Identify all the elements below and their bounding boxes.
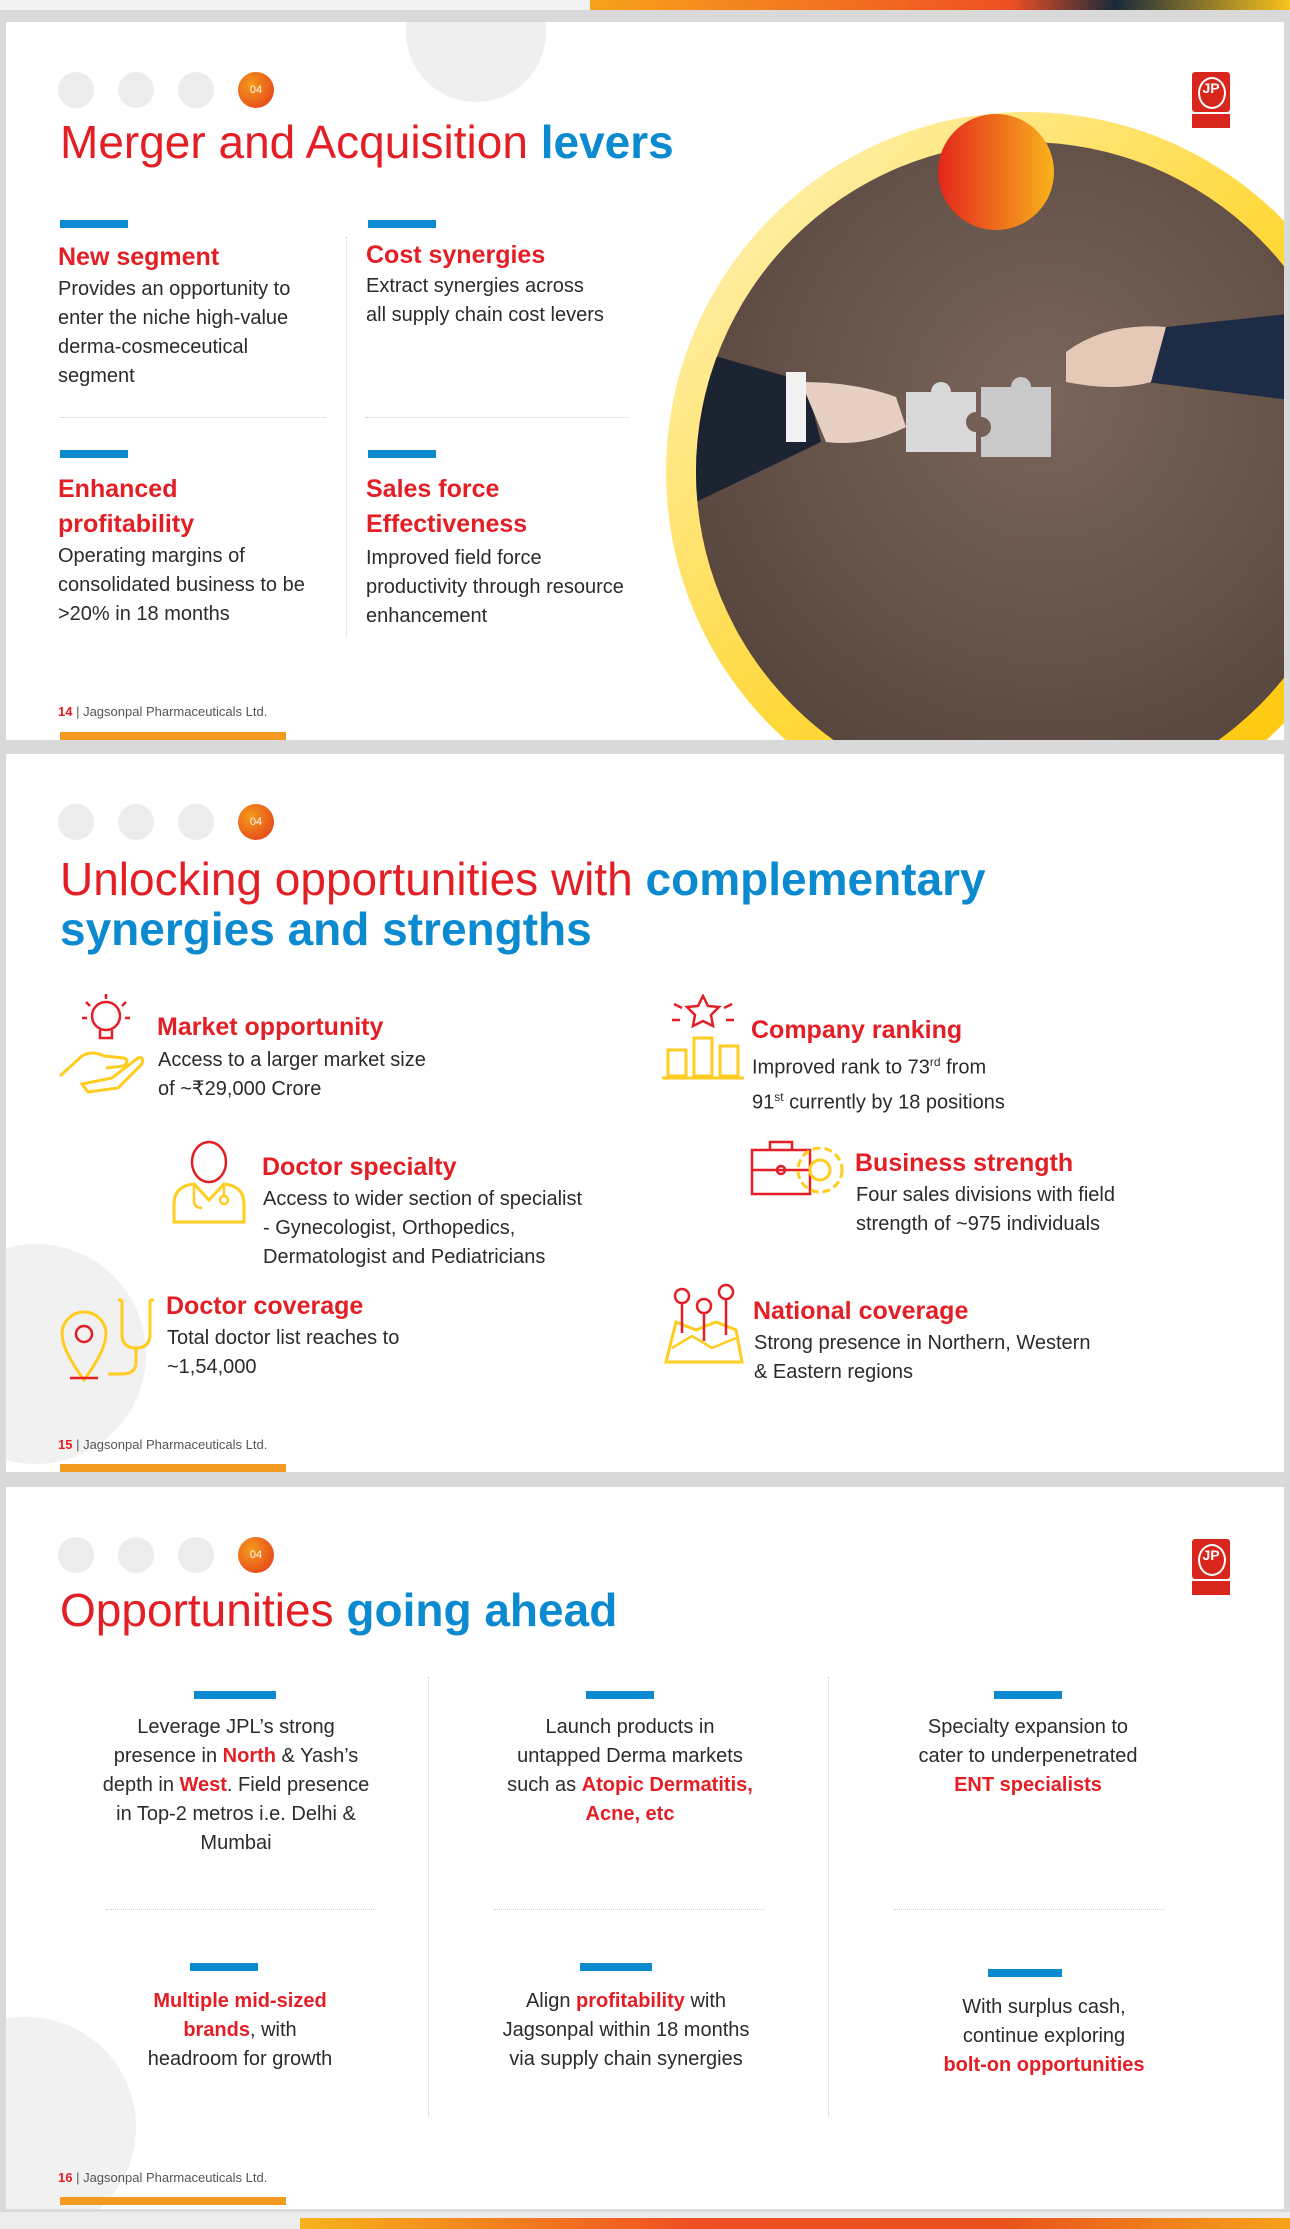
jagsonpal-logo: JP [1192, 1539, 1230, 1597]
briefcase-gear-icon [748, 1136, 852, 1210]
slide-footer: 14 | Jagsonpal Pharmaceuticals Ltd. [58, 704, 268, 719]
row-divider [894, 1909, 1164, 1910]
accent-bar [368, 220, 436, 228]
map-pins-icon [662, 1282, 746, 1366]
column-divider [428, 1677, 429, 2117]
item-title: Enhanced profitability [58, 475, 195, 538]
slide-title: Unlocking opportunities with complementary synergies and strengths [60, 853, 986, 955]
row-divider [60, 417, 326, 418]
footer-bar [60, 1464, 286, 1472]
row-divider [494, 1909, 764, 1910]
item-text: Four sales divisions with field strength of ~975 individuals [856, 1184, 1115, 1235]
opportunity-text: Align profitability with Jagsonpal within 18 months via supply chain synergies [502, 1990, 750, 2070]
accent-bar [994, 1691, 1062, 1699]
item-text: Strong presence in Northern, Western & Eastern regions [754, 1332, 1091, 1383]
item-title: Cost synergies [366, 241, 546, 269]
accent-bar [586, 1691, 654, 1699]
step-number: 04 [238, 72, 274, 108]
accent-bar [60, 450, 128, 458]
accent-bar [988, 1969, 1062, 1977]
item-title: Sales force Effectiveness [366, 475, 528, 538]
slide-title: Opportunities going ahead [60, 1584, 618, 1636]
doctor-icon [170, 1140, 248, 1224]
item-text: Improved field force productivity through resource enhancement [366, 547, 624, 627]
item-title: Doctor coverage [166, 1292, 364, 1320]
item-text: Access to wider section of specialist - Gynecologist, Orthopedics, Dermatologist and Pediatricians [263, 1188, 583, 1268]
opportunity-text: Leverage JPL’s strong presence in North & Yash’s depth in West. Field presence in Top-2 metros i.e. Delhi & Mumbai [102, 1716, 370, 1854]
item-title: Doctor specialty [262, 1153, 457, 1181]
row-divider [366, 417, 628, 418]
puzzle-handshake-photo [606, 82, 1284, 740]
accent-bar [368, 450, 436, 458]
item-text: Provides an opportunity to enter the niche high-value derma-cosmeceutical segment [58, 278, 291, 387]
opportunity-text: Specialty expansion to cater to underpenetrated ENT specialists [918, 1716, 1138, 1796]
ranking-chart-icon [660, 994, 746, 1084]
opportunity-text: Launch products in untapped Derma markets such as Atopic Dermatitis, Acne, etc [507, 1716, 753, 1825]
next-slide-strip [0, 2212, 1290, 2229]
bulb-hand-icon [56, 994, 148, 1094]
item-title: New segment [58, 243, 220, 271]
slide-opportunities-ahead [6, 1487, 1284, 2209]
row-divider [106, 1909, 376, 1910]
footer-bar [60, 2197, 286, 2205]
jagsonpal-logo: JP [1192, 72, 1230, 130]
step-number: 04 [238, 804, 274, 840]
location-stethoscope-icon [60, 1294, 160, 1384]
opportunity-text: With surplus cash, continue exploring bolt-on opportunities [943, 1996, 1145, 2076]
accent-bar [60, 220, 128, 228]
previous-slide-strip [0, 0, 1290, 10]
item-text: Access to a larger market size of ~₹29,000 Crore [158, 1049, 426, 1100]
item-title: Market opportunity [157, 1013, 384, 1041]
decorative-circle [406, 22, 546, 102]
slide-merger-levers [6, 22, 1284, 740]
slide-footer: 16 | Jagsonpal Pharmaceuticals Ltd. [58, 2170, 268, 2185]
item-text: Improved rank to 73rd from 91st currently by 18 positions [752, 1055, 1005, 1114]
opportunity-text: Multiple mid-sized brands, with headroom for growth [147, 1990, 333, 2070]
item-title: Company ranking [751, 1016, 963, 1044]
slide-unlocking-opportunities [6, 754, 1284, 1472]
item-text: Operating margins of consolidated business to be >20% in 18 months [58, 545, 305, 625]
accent-bar [194, 1691, 276, 1699]
item-text: Total doctor list reaches to ~1,54,000 [167, 1327, 400, 1378]
step-number: 04 [238, 1537, 274, 1573]
item-title: National coverage [753, 1297, 969, 1325]
item-text: Extract synergies across all supply chain cost levers [366, 275, 604, 326]
column-divider [346, 237, 347, 637]
slide-title: Merger and Acquisition levers [60, 116, 674, 168]
item-title: Business strength [855, 1149, 1074, 1177]
slide-footer: 15 | Jagsonpal Pharmaceuticals Ltd. [58, 1437, 268, 1452]
column-divider [828, 1677, 829, 2117]
footer-bar [60, 732, 286, 740]
accent-bar [190, 1963, 258, 1971]
accent-bar [580, 1963, 652, 1971]
